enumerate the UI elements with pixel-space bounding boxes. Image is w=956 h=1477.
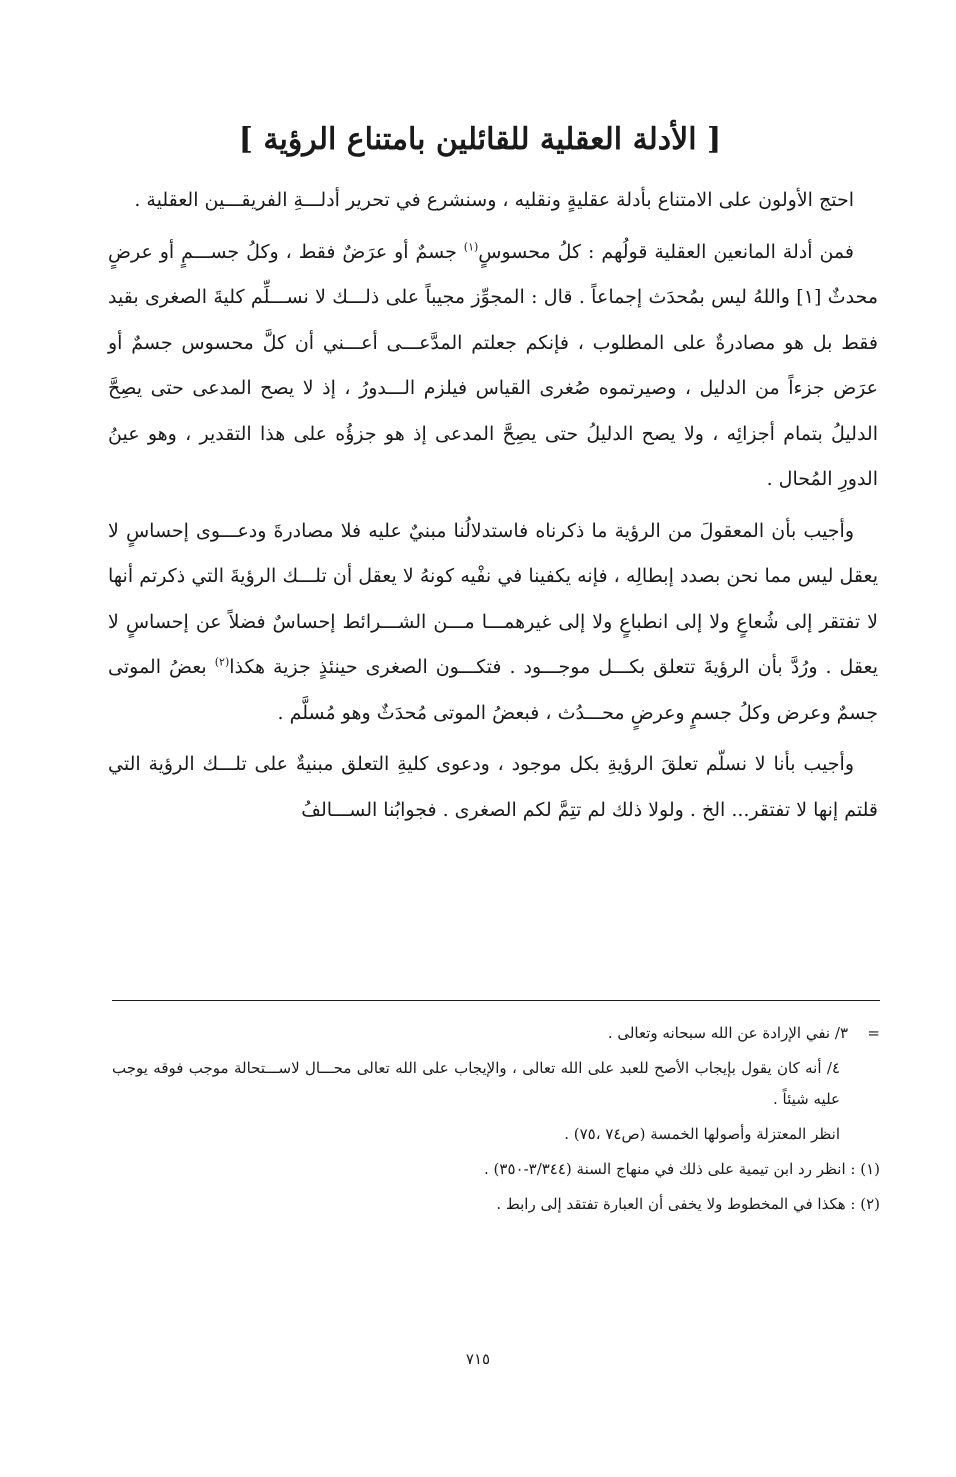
paragraph-text: فمن أدلة المانعين العقلية قولُهم : كلُ محسوسٍ <box>478 240 854 263</box>
page-title: [ الأدلة العقلية للقائلين بامتناع الرؤية ] <box>238 122 722 157</box>
paragraph-intro: احتج الأولون على الامتناع بأدلة عقليةٍ ونقليه ، وسنشرع في تحرير أدلـــةِ الفريقـــين العقلية . <box>134 189 854 211</box>
footnote-ref-1[interactable]: (١) <box>463 240 479 254</box>
footnotes <box>112 1018 880 1224</box>
paragraph-text: بعضُ الموتى جسمٌ وعرض وكلُ جسمٍ وعرضٍ محـــدُث ، فبعضُ الموتى مُحدَثٌ وهو مُسلَّم . <box>108 656 878 724</box>
paragraph-reply-2: وأجيب بأنا لا نسلّم تعلقَ الرؤيةِ بكل موجود ، ودعوى كليةِ التعلق مبنيةٌ على تلـــك الرؤية التي قلتم إنها لا تفتقر... الخ . ولولا ذلك لم تتِمَّ لكم الصغرى . فجوابُنا الســـالفُ <box>108 753 878 821</box>
footnote-continuation-source: انظر المعتزلة وأصولها الخمسة (ص٧٤ ،٧٥) . <box>564 1125 840 1143</box>
footnote-continuation-item-3 <box>112 1018 880 1049</box>
paragraph-reply-1 <box>108 509 878 737</box>
footnote-ref-2[interactable]: (٢) <box>214 655 230 669</box>
page-number: ٧١٥ <box>465 1350 491 1368</box>
footnote-separator <box>112 1000 880 1001</box>
paragraph-opponents-argument <box>108 230 878 503</box>
main-text <box>108 178 878 839</box>
footnote-text: ٣/ نفي الإرادة عن الله سبحانه وتعالى . <box>607 1024 848 1042</box>
continuation-mark: = <box>867 1024 880 1042</box>
paragraph-text: وأجيب بأن المعقولَ من الرؤية ما ذكرناه فاستدلالُنا مبنيٌ عليه فلا مصادرةَ ودعـــوى إحساسٍ لا يعقل ليس مما نحن بصدد إبطالِه ، فإنه يكفينا في نفْيه كونهُ لا يعقل أن تلـــك الرؤيةَ التي ذكرتم أنها لا تفتقر إلى شُعاعٍ ولا إلى انطباعٍ ولا إلى غيرهمـــا مـــن الشـــرائط إحساسٌ فضلاً عن إحساسٍ لا يعقل . ورُدَّ بأن الرؤيةَ تتعلق بكـــل موجـــود . فتكـــون الصغرى حينئذٍ جزية هكذا <box>108 519 879 678</box>
footnote-1: (١) : انظر رد ابن تيمية على ذلك في منهاج السنة (٣/٣٤٤-٣٥٠) . <box>484 1160 880 1178</box>
footnote-2: (٢) : هكذا في المخطوط ولا يخفى أن العبارة تفتقد إلى رابط . <box>496 1195 880 1213</box>
footnote-continuation-item-4: ٤/ أنه كان يقول بإيجاب الأصح للعبد على الله تعالى ، والإيجاب على الله تعالى محـــال لاســـتحالة موجب فوقه يوجب عليه شيئاً . <box>112 1059 840 1108</box>
paragraph-text: جسمٌ أو عرَضٌ فقط ، وكلُ جســـمٍ أو عرضٍ محدثٌ [١] واللهُ ليس بمُحدَث إجماعاً . قال : المجوِّز مجيباً على ذلـــك لا نســـلِّم كليةَ الصغرى بقيد فقط بل هو مصادرةٌ على المطلوب ، فإنكم جعلتم المدَّعـــى أعـــني أن كلَّ محسوس جسمٌ أو عرَض جزءاً من الدليل ، وصيرتموه صُغرى القياس فيلزم الـــدورُ ، إذ لا يصح المدعى حتى يصِحَّ الدليلُ بتمام أجزائِه ، ولا يصح الدليلُ حتى يصِحَّ المدعى إذ هو جزؤُه على هذا التقدير ، وهو عينُ الدورِ المُحال . <box>108 240 879 490</box>
